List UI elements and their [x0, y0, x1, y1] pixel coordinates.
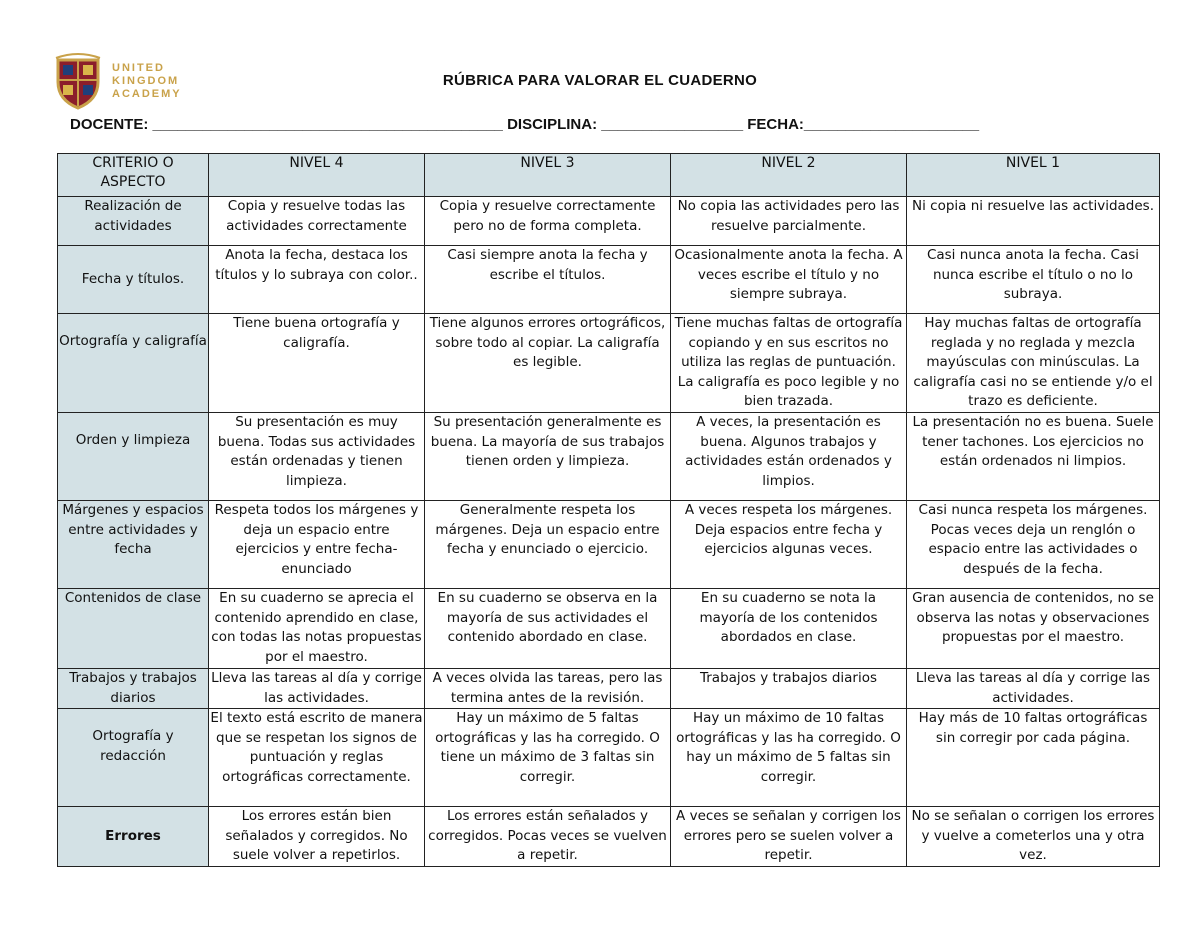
- level-cell: Hay un máximo de 5 faltas ortográficas y las ha corregido. O tiene un máximo de 3 faltas sin corregir.: [425, 709, 671, 807]
- rubric-table: [57, 153, 1160, 867]
- column-header-criterion: CRITERIO O ASPECTO: [58, 154, 209, 197]
- level-cell: La presentación no es buena. Suele tener tachones. Los ejercicios no están ordenados ni limpios.: [907, 413, 1160, 501]
- level-cell: Hay muchas faltas de ortografía reglada y no reglada y mezcla mayúsculas con minúsculas. La caligrafía casi no se entiende y/o el trazo es deficiente.: [907, 314, 1160, 413]
- level-cell: Los errores están señalados y corregidos. Pocas veces se vuelven a repetir.: [425, 807, 671, 867]
- level-cell: Hay un máximo de 10 faltas ortográficas y las ha corregido. O hay un máximo de 5 faltas sin corregir.: [671, 709, 907, 807]
- table-row: [58, 709, 1160, 807]
- level-cell: A veces, la presentación es buena. Algunos trabajos y actividades están ordenados y limpios.: [671, 413, 907, 501]
- criterion-cell: Márgenes y espacios entre actividades y fecha: [58, 501, 209, 589]
- fecha-field: _____________________: [803, 116, 980, 133]
- criterion-cell: Ortografía y caligrafía: [58, 314, 209, 413]
- level-cell: Trabajos y trabajos diarios: [671, 669, 907, 709]
- column-header-nivel-1: NIVEL 1: [907, 154, 1160, 197]
- column-header-nivel-4: NIVEL 4: [209, 154, 425, 197]
- criterion-cell: [58, 246, 209, 314]
- table-row: [58, 669, 1160, 709]
- logo-line-3: ACADEMY: [112, 87, 182, 100]
- table-header-row: [58, 154, 1160, 197]
- criterion-cell: Contenidos de clase: [58, 589, 209, 669]
- level-cell: Gran ausencia de contenidos, no se observa las notas y observaciones propuestas por el maestro.: [907, 589, 1160, 669]
- level-cell: Hay más de 10 faltas ortográficas sin corregir por cada página.: [907, 709, 1160, 807]
- logo-line-1: UNITED: [112, 61, 165, 74]
- disciplina-label: DISCIPLINA:: [507, 116, 598, 133]
- level-cell: En su cuaderno se aprecia el contenido aprendido en clase, con todas las notas propuestas por el maestro.: [209, 589, 425, 669]
- level-cell: Su presentación generalmente es buena. La mayoría de sus trabajos tienen orden y limpieza.: [425, 413, 671, 501]
- level-cell: Casi siempre anota la fecha y escribe el títulos.: [425, 246, 671, 314]
- level-cell: Anota la fecha, destaca los títulos y lo subraya con color..: [209, 246, 425, 314]
- level-cell: No se señalan o corrigen los errores y vuelve a cometerlos una y otra vez.: [907, 807, 1160, 867]
- level-cell: Lleva las tareas al día y corrige las actividades.: [209, 669, 425, 709]
- docente-label: DOCENTE:: [70, 116, 149, 133]
- table-row: [58, 246, 1160, 314]
- level-cell: Casi nunca respeta los márgenes. Pocas veces deja un renglón o espacio entre las actividades o después de la fecha.: [907, 501, 1160, 589]
- level-cell: Ocasionalmente anota la fecha. A veces escribe el título y no siempre subraya.: [671, 246, 907, 314]
- criterion-cell: Errores: [58, 807, 209, 867]
- disciplina-field: _________________: [601, 116, 744, 133]
- level-cell: Casi nunca anota la fecha. Casi nunca escribe el título o no lo subraya.: [907, 246, 1160, 314]
- level-cell: El texto está escrito de manera que se respetan los signos de puntuación y reglas ortográficas correctamente.: [209, 709, 425, 807]
- level-cell: No copia las actividades pero las resuelve parcialmente.: [671, 197, 907, 246]
- level-cell: Los errores están bien señalados y corregidos. No suele volver a repetirlos.: [209, 807, 425, 867]
- table-row: [58, 589, 1160, 669]
- level-cell: A veces respeta los márgenes. Deja espacios entre fecha y ejercicios algunas veces.: [671, 501, 907, 589]
- fecha-label: FECHA:: [747, 116, 804, 133]
- criterion-cell: Orden y limpieza: [58, 413, 209, 501]
- criterion-text: Fecha y títulos.: [81, 270, 185, 287]
- logo-line-2: KINGDOM: [112, 74, 180, 87]
- level-cell: Su presentación es muy buena. Todas sus actividades están ordenadas y tienen limpieza.: [209, 413, 425, 501]
- docente-field: __________________________________________: [152, 116, 503, 133]
- table-row: [58, 807, 1160, 867]
- column-header-nivel-2: NIVEL 2: [671, 154, 907, 197]
- column-header-nivel-3: NIVEL 3: [425, 154, 671, 197]
- level-cell: En su cuaderno se observa en la mayoría de sus actividades el contenido abordado en clase.: [425, 589, 671, 669]
- level-cell: Tiene muchas faltas de ortografía copiando y en sus escritos no utiliza las reglas de puntuación. La caligrafía es poco legible y no bien trazada.: [671, 314, 907, 413]
- level-cell: Respeta todos los márgenes y deja un espacio entre ejercicios y entre fecha-enunciado: [209, 501, 425, 589]
- level-cell: Tiene buena ortografía y caligrafía.: [209, 314, 425, 413]
- table-row: [58, 197, 1160, 246]
- table-row: [58, 413, 1160, 501]
- level-cell: A veces se señalan y corrigen los errores pero se suelen volver a repetir.: [671, 807, 907, 867]
- level-cell: Ni copia ni resuelve las actividades.: [907, 197, 1160, 246]
- level-cell: Lleva las tareas al día y corrige las actividades.: [907, 669, 1160, 709]
- level-cell: En su cuaderno se nota la mayoría de los contenidos abordados en clase.: [671, 589, 907, 669]
- table-row: [58, 314, 1160, 413]
- page-title: RÚBRICA PARA VALORAR EL CUADERNO: [442, 72, 758, 89]
- level-cell: Copia y resuelve todas las actividades correctamente: [209, 197, 425, 246]
- criterion-cell: Trabajos y trabajos diarios: [58, 669, 209, 709]
- level-cell: A veces olvida las tareas, pero las termina antes de la revisión.: [425, 669, 671, 709]
- table-row: [58, 501, 1160, 589]
- criterion-cell: Ortografía y redacción: [58, 709, 209, 807]
- level-cell: Copia y resuelve correctamente pero no de forma completa.: [425, 197, 671, 246]
- criterion-cell: Realización de actividades: [58, 197, 209, 246]
- level-cell: Tiene algunos errores ortográficos, sobre todo al copiar. La caligrafía es legible.: [425, 314, 671, 413]
- header-fields: [70, 116, 979, 133]
- level-cell: Generalmente respeta los márgenes. Deja un espacio entre fecha y enunciado o ejercicio.: [425, 501, 671, 589]
